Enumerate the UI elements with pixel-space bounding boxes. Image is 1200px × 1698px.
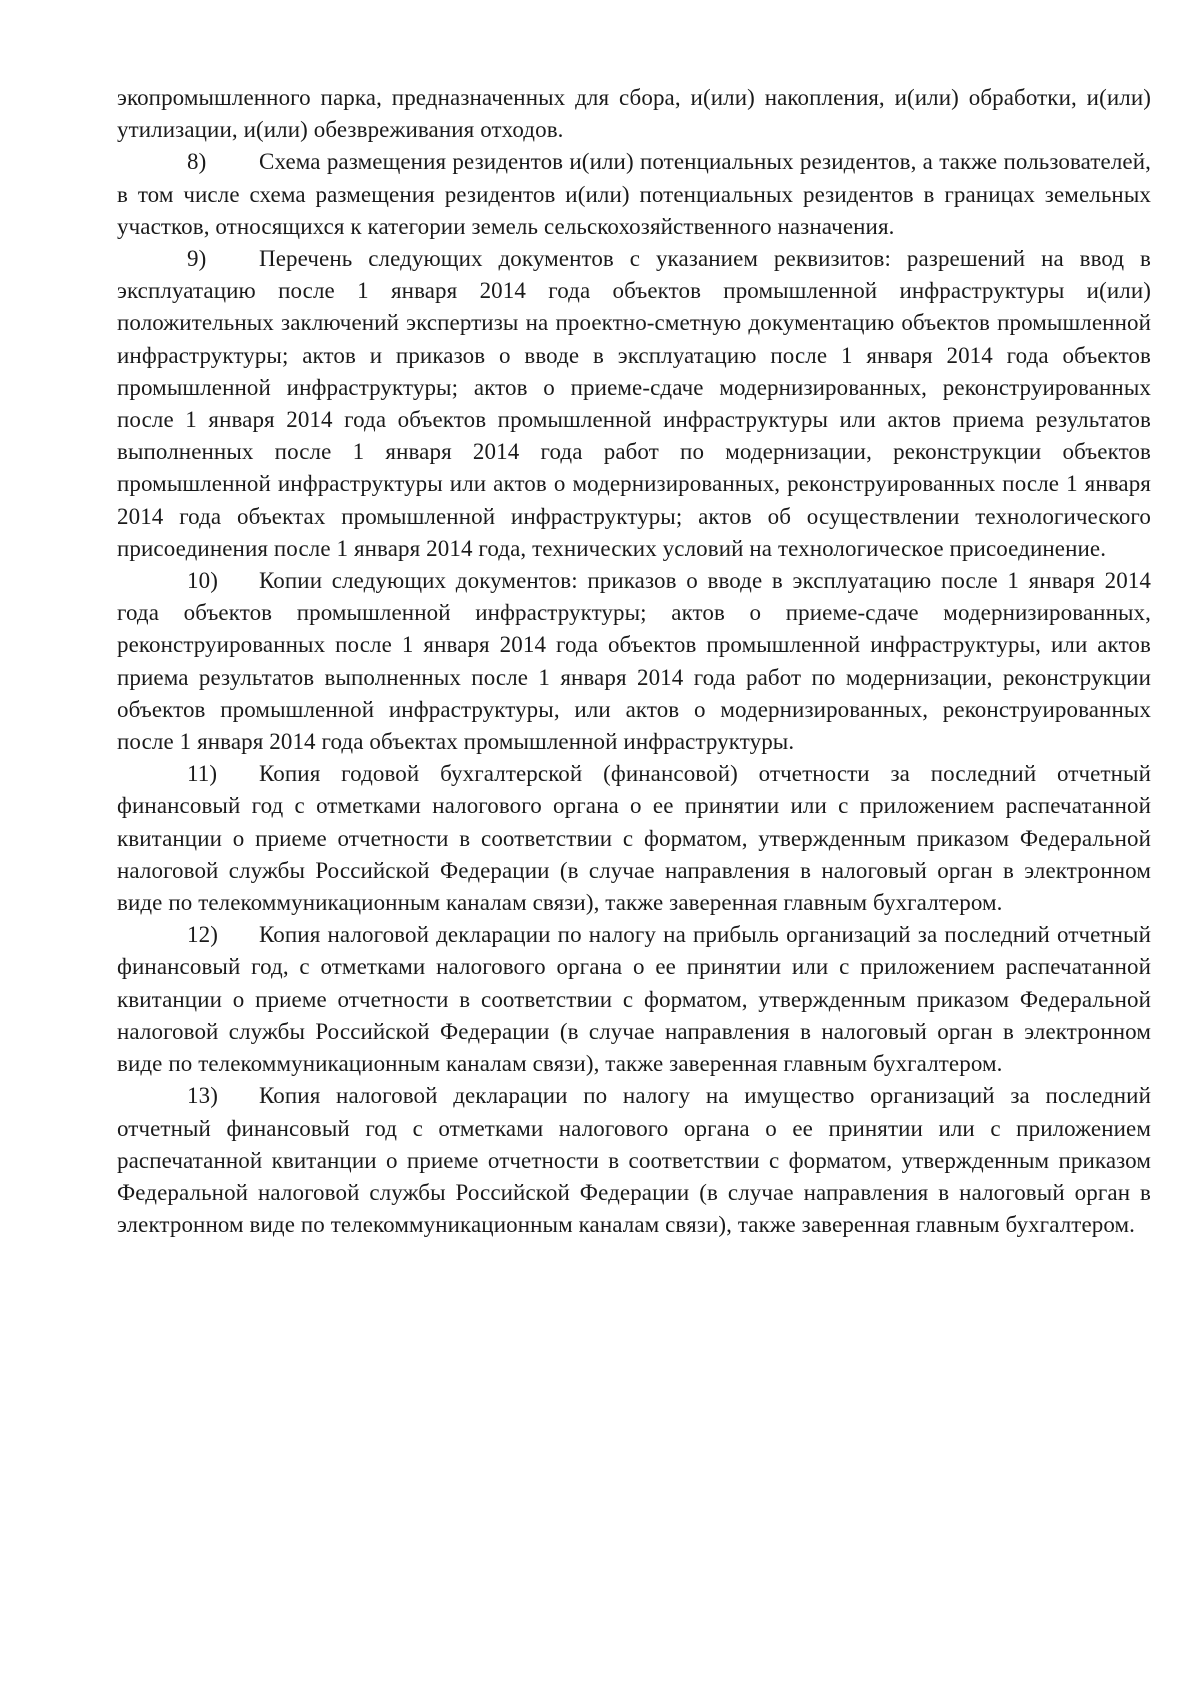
item-text: Копия налоговой декларации по налогу на имущество организаций за последний отчетный финансовый год с отметками налогового органа о ее принятии или с приложением распечатанной квитанции о приеме отчетности в соответствии с форматом, утвержденным приказом Федеральной налоговой службы Российской Федерации (в случае направления в налоговый орган в электронном виде по телекоммуникационным каналам связи), также заверенная главным бухгалтером. xyxy=(117,1083,1151,1238)
item-text: Копия годовой бухгалтерской (финансовой) отчетности за последний отчетный финансовый год с отметками налогового органа о ее принятии или с приложением распечатанной квитанции о приеме отчетности в соответствии с форматом, утвержденным приказом Федеральной налоговой службы Российской Федерации (в случае направления в налоговый орган в электронном виде по телекоммуникационным каналам связи), также заверенная главным бухгалтером. xyxy=(117,761,1151,916)
item-text: Копии следующих документов: приказов о вводе в эксплуатацию после 1 января 2014 года объектов промышленной инфраструктуры; актов о приеме-сдаче модернизированных, реконструированных после 1 января 2014 года объектов промышленной инфраструктуры, или актов приема результатов выполненных после 1 января 2014 года работ по модернизации, реконструкции объектов промышленной инфраструктуры, или актов о модернизированных, реконструированных после 1 января 2014 года объектах промышленной инфраструктуры. xyxy=(117,568,1151,755)
list-item-8 xyxy=(117,146,1151,243)
list-item-10 xyxy=(117,565,1151,758)
list-item-11 xyxy=(117,758,1151,919)
document-page xyxy=(117,82,1151,1241)
item-number: 8) xyxy=(187,149,207,175)
item-text: Схема размещения резидентов и(или) потенциальных резидентов, а также пользователей, в том числе схема размещения резидентов и(или) потенциальных резидентов в границах земельных участков, относящихся к категории земель сельскохозяйственного назначения. xyxy=(117,149,1151,239)
continuation-paragraph xyxy=(117,82,1151,146)
item-number: 12) xyxy=(187,922,218,948)
item-number: 11) xyxy=(187,761,218,787)
item-text: Перечень следующих документов с указанием реквизитов: разрешений на ввод в эксплуатацию после 1 января 2014 года объектов промышленной инфраструктуры и(или) положительных заключений экспертизы на проектно-сметную документацию объектов промышленной инфраструктуры; актов и приказов о вводе в эксплуатацию после 1 января 2014 года объектов промышленной инфраструктуры; актов о приеме-сдаче модернизированных, реконструированных после 1 января 2014 года объектов промышленной инфраструктуры или актов приема результатов выполненных после 1 января 2014 года работ по модернизации, реконструкции объектов промышленной инфраструктуры или актов о модернизированных, реконструированных после 1 января 2014 года объектах промышленной инфраструктуры; актов об осуществлении технологического присоединения после 1 января 2014 года, технических условий на технологическое присоединение. xyxy=(117,246,1151,561)
list-item-12 xyxy=(117,919,1151,1080)
item-number: 10) xyxy=(187,568,218,594)
continuation-text: экопромышленного парка, предназначенных для сбора, и(или) накопления, и(или) обработки, и(или) утилизации, и(или) обезвреживания отходов. xyxy=(117,85,1151,143)
item-number: 13) xyxy=(187,1083,218,1109)
item-text: Копия налоговой декларации по налогу на прибыль организаций за последний отчетный финансовый год, с отметками налогового органа о ее принятии или с приложением распечатанной квитанции о приеме отчетности в соответствии с форматом, утвержденным приказом Федеральной налоговой службы Российской Федерации (в случае направления в налоговый орган в электронном виде по телекоммуникационным каналам связи), также заверенная главным бухгалтером. xyxy=(117,922,1151,1077)
list-item-9 xyxy=(117,243,1151,565)
item-number: 9) xyxy=(187,246,207,272)
list-item-13 xyxy=(117,1080,1151,1241)
